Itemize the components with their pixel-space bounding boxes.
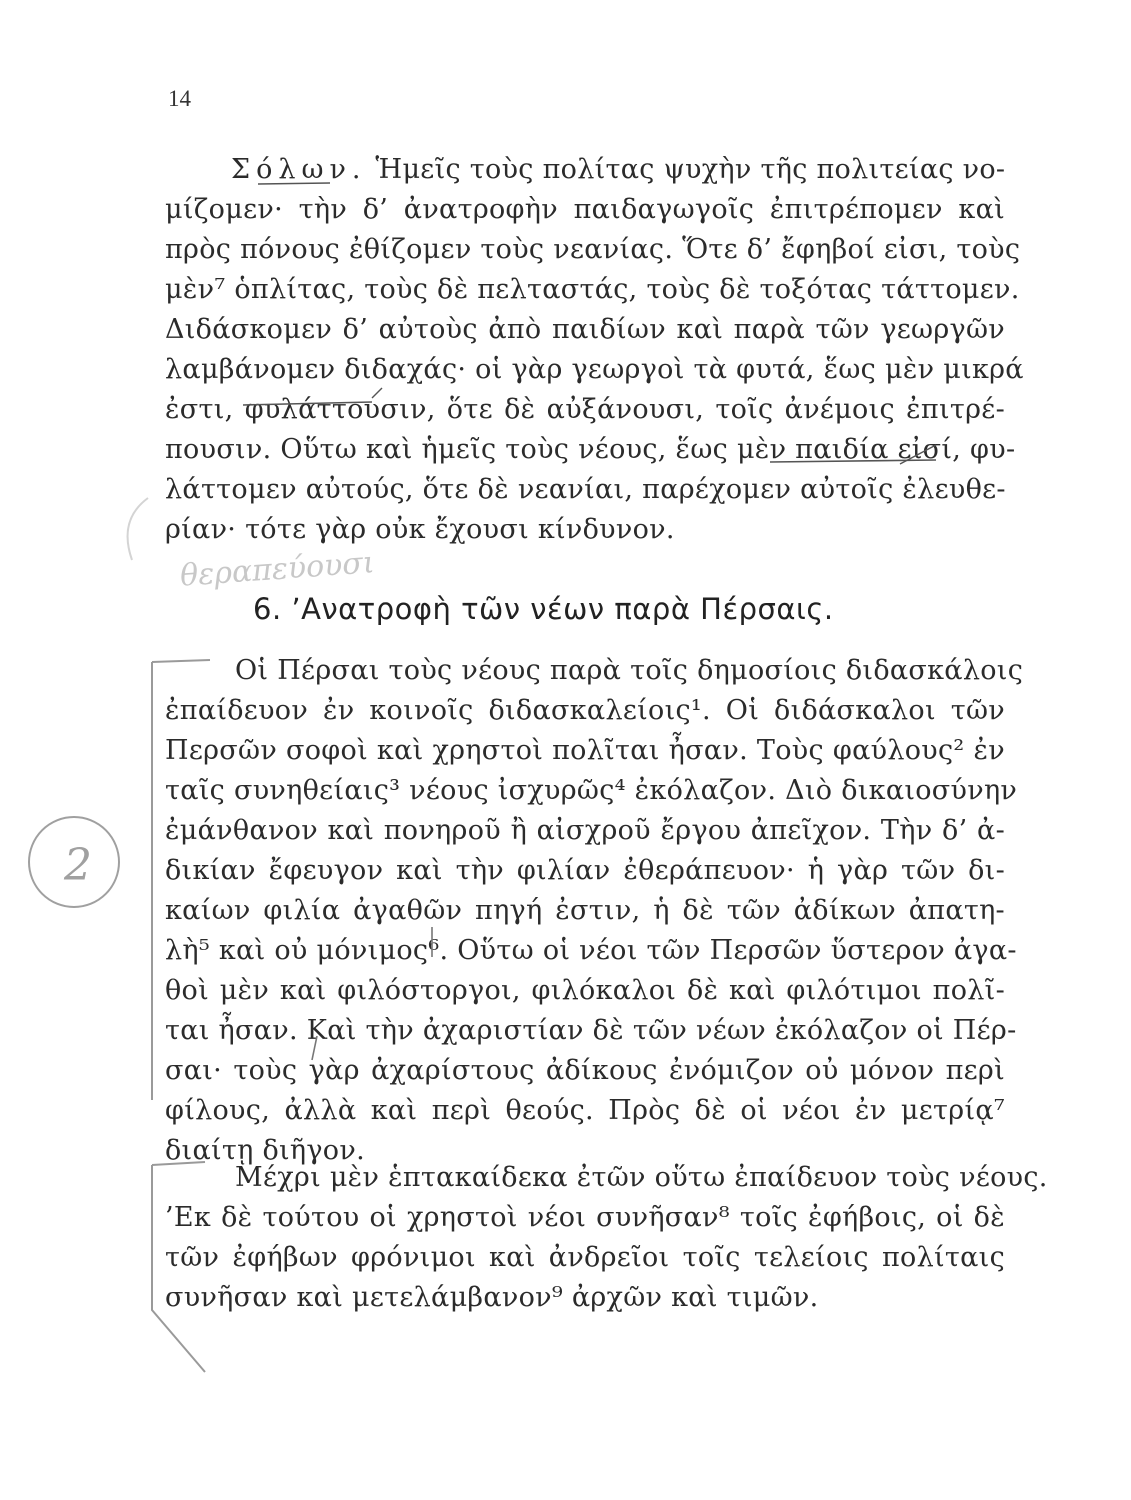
paragraph-line: Οἱ Πέρσαι τοὺς νέους παρὰ τοῖς δημοσίοις διδασκάλοις	[235, 655, 1024, 686]
bracket-mark	[152, 1162, 205, 1165]
dialogue-line: πουσιν. Οὕτω καὶ ἡμεῖς τοὺς νέους, ἕως μὲν παιδία εἰσί, φυ-	[165, 434, 1016, 465]
strikethrough-mark	[243, 402, 372, 405]
faint-bracket	[128, 498, 148, 560]
pencil-stroke	[900, 445, 936, 464]
underline-mark	[258, 183, 330, 184]
paragraph-line: θοὶ μὲν καὶ φιλόστοργοι, φιλόκαλοι δὲ καὶ φιλότιμοι πολῖ-	[165, 975, 1005, 1006]
paragraph-line: λὴ⁵ καὶ οὐ μόνιμος⁶. Οὕτω οἱ νέοι τῶν Περσῶν ὕστερον ἀγα-	[165, 935, 1017, 966]
speaker-name: Σόλων.	[231, 154, 367, 185]
dialogue-line: ἐστι, φυλάττουσιν, ὅτε δὲ αὐξάνουσι, τοῖς ἀνέμοις ἐπιτρέ-	[165, 394, 1005, 425]
paragraph-line: σαι· τοὺς γὰρ ἀχαρίστους ἀδίκους ἐνόμιζον οὐ μόνον περὶ	[165, 1055, 1005, 1086]
section-heading: 6. ’Ανατροφὴ τῶν νέων παρὰ Πέρσαις.	[253, 592, 834, 626]
circled-number: 2	[64, 840, 92, 891]
dialogue-line: μίζομεν· τὴν δ’ ἀνατροφὴν παιδαγωγοῖς ἐπιτρέπομεν καὶ	[165, 194, 1005, 225]
dialogue-line: μὲν⁷ ὁπλίτας, τοὺς δὲ πελταστάς, τοὺς δὲ τοξότας τάττομεν.	[165, 274, 1020, 305]
page-number: 14	[168, 86, 191, 111]
dialogue-line: ρίαν· τότε γὰρ οὐκ ἔχουσι κίνδυνον.	[165, 514, 675, 545]
paragraph-line: ἐμάνθανον καὶ πονηροῦ ἢ αἰσχροῦ ἔργου ἀπεῖχον. Τὴν δ’ ἀ-	[165, 815, 1005, 846]
paragraph-line: δικίαν ἔφευγον καὶ τὴν φιλίαν ἐθεράπευον· ἡ γὰρ τῶν δι-	[165, 855, 1005, 886]
pencil-stroke	[372, 388, 382, 398]
pencil-stroke	[312, 1036, 317, 1060]
bracket-mark	[152, 1165, 205, 1372]
paragraph-line: ’Εκ δὲ τούτου οἱ χρηστοὶ νέοι συνῆσαν⁸ τοῖς ἐφήβοις, οἱ δὲ	[165, 1202, 1005, 1233]
dialogue-line: πρὸς πόνους ἐθίζομεν τοὺς νεανίας. Ὅτε δ’ ἔφηβοί εἰσι, τοὺς	[165, 234, 1021, 265]
paragraph-line: ἐπαίδευον ἐν κοινοῖς διδασκαλείοις¹. Οἱ διδάσκαλοι τῶν	[165, 695, 1005, 726]
paragraph-line: φίλους, ἀλλὰ καὶ περὶ θεούς. Πρὸς δὲ οἱ νέοι ἐν μετρίᾳ⁷	[165, 1095, 1005, 1126]
paragraph-line: καίων φιλία ἀγαθῶν πηγή ἐστιν, ἡ δὲ τῶν ἀδίκων ἀπατη-	[165, 895, 1005, 926]
dialogue-line: λαμβάνομεν διδαχάς· οἱ γὰρ γεωργοὶ τὰ φυτά, ἕως μὲν μικρά	[165, 354, 1024, 385]
paragraph-line: ταῖς συνηθείαις³ νέους ἰσχυρῶς⁴ ἐκόλαζον. Διὸ δικαιοσύνην	[165, 775, 1018, 806]
paragraph-line: ται ἦσαν. Καὶ τὴν ἀχαριστίαν δὲ τῶν νέων ἐκόλαζον οἱ Πέρ-	[165, 1015, 1017, 1046]
dialogue-line: Διδάσκομεν δ’ αὐτοὺς ἀπὸ παιδίων καὶ παρὰ τῶν γεωργῶν	[165, 314, 1005, 345]
paragraph-line: τῶν ἐφήβων φρόνιμοι καὶ ἀνδρεῖοι τοῖς τελείοις πολίταις	[165, 1242, 1005, 1273]
dialogue-text: Ἡμεῖς τοὺς πολίτας ψυχὴν τῆς πολιτείας νο-	[375, 154, 1006, 185]
bracket-mark	[152, 660, 210, 662]
underline-mark	[770, 460, 936, 462]
paragraph-line: διαίτῃ διῆγον.	[165, 1135, 365, 1166]
paragraph-line: συνῆσαν καὶ μετελάμβανον⁹ ἀρχῶν καὶ τιμῶν.	[165, 1282, 819, 1313]
pencil-margin-note: θεραπεύουσι	[179, 545, 376, 594]
paragraph-line: Μέχρι μὲν ἑπτακαίδεκα ἐτῶν οὕτω ἐπαίδευον τοὺς νέους.	[235, 1162, 1048, 1193]
paragraph-line: Περσῶν σοφοὶ καὶ χρηστοὶ πολῖται ἦσαν. Τοὺς φαύλους² ἐν	[165, 735, 1005, 766]
dialogue-line: λάττομεν αὐτούς, ὅτε δὲ νεανίαι, παρέχομεν αὐτοῖς ἐλευθε-	[165, 474, 1006, 505]
